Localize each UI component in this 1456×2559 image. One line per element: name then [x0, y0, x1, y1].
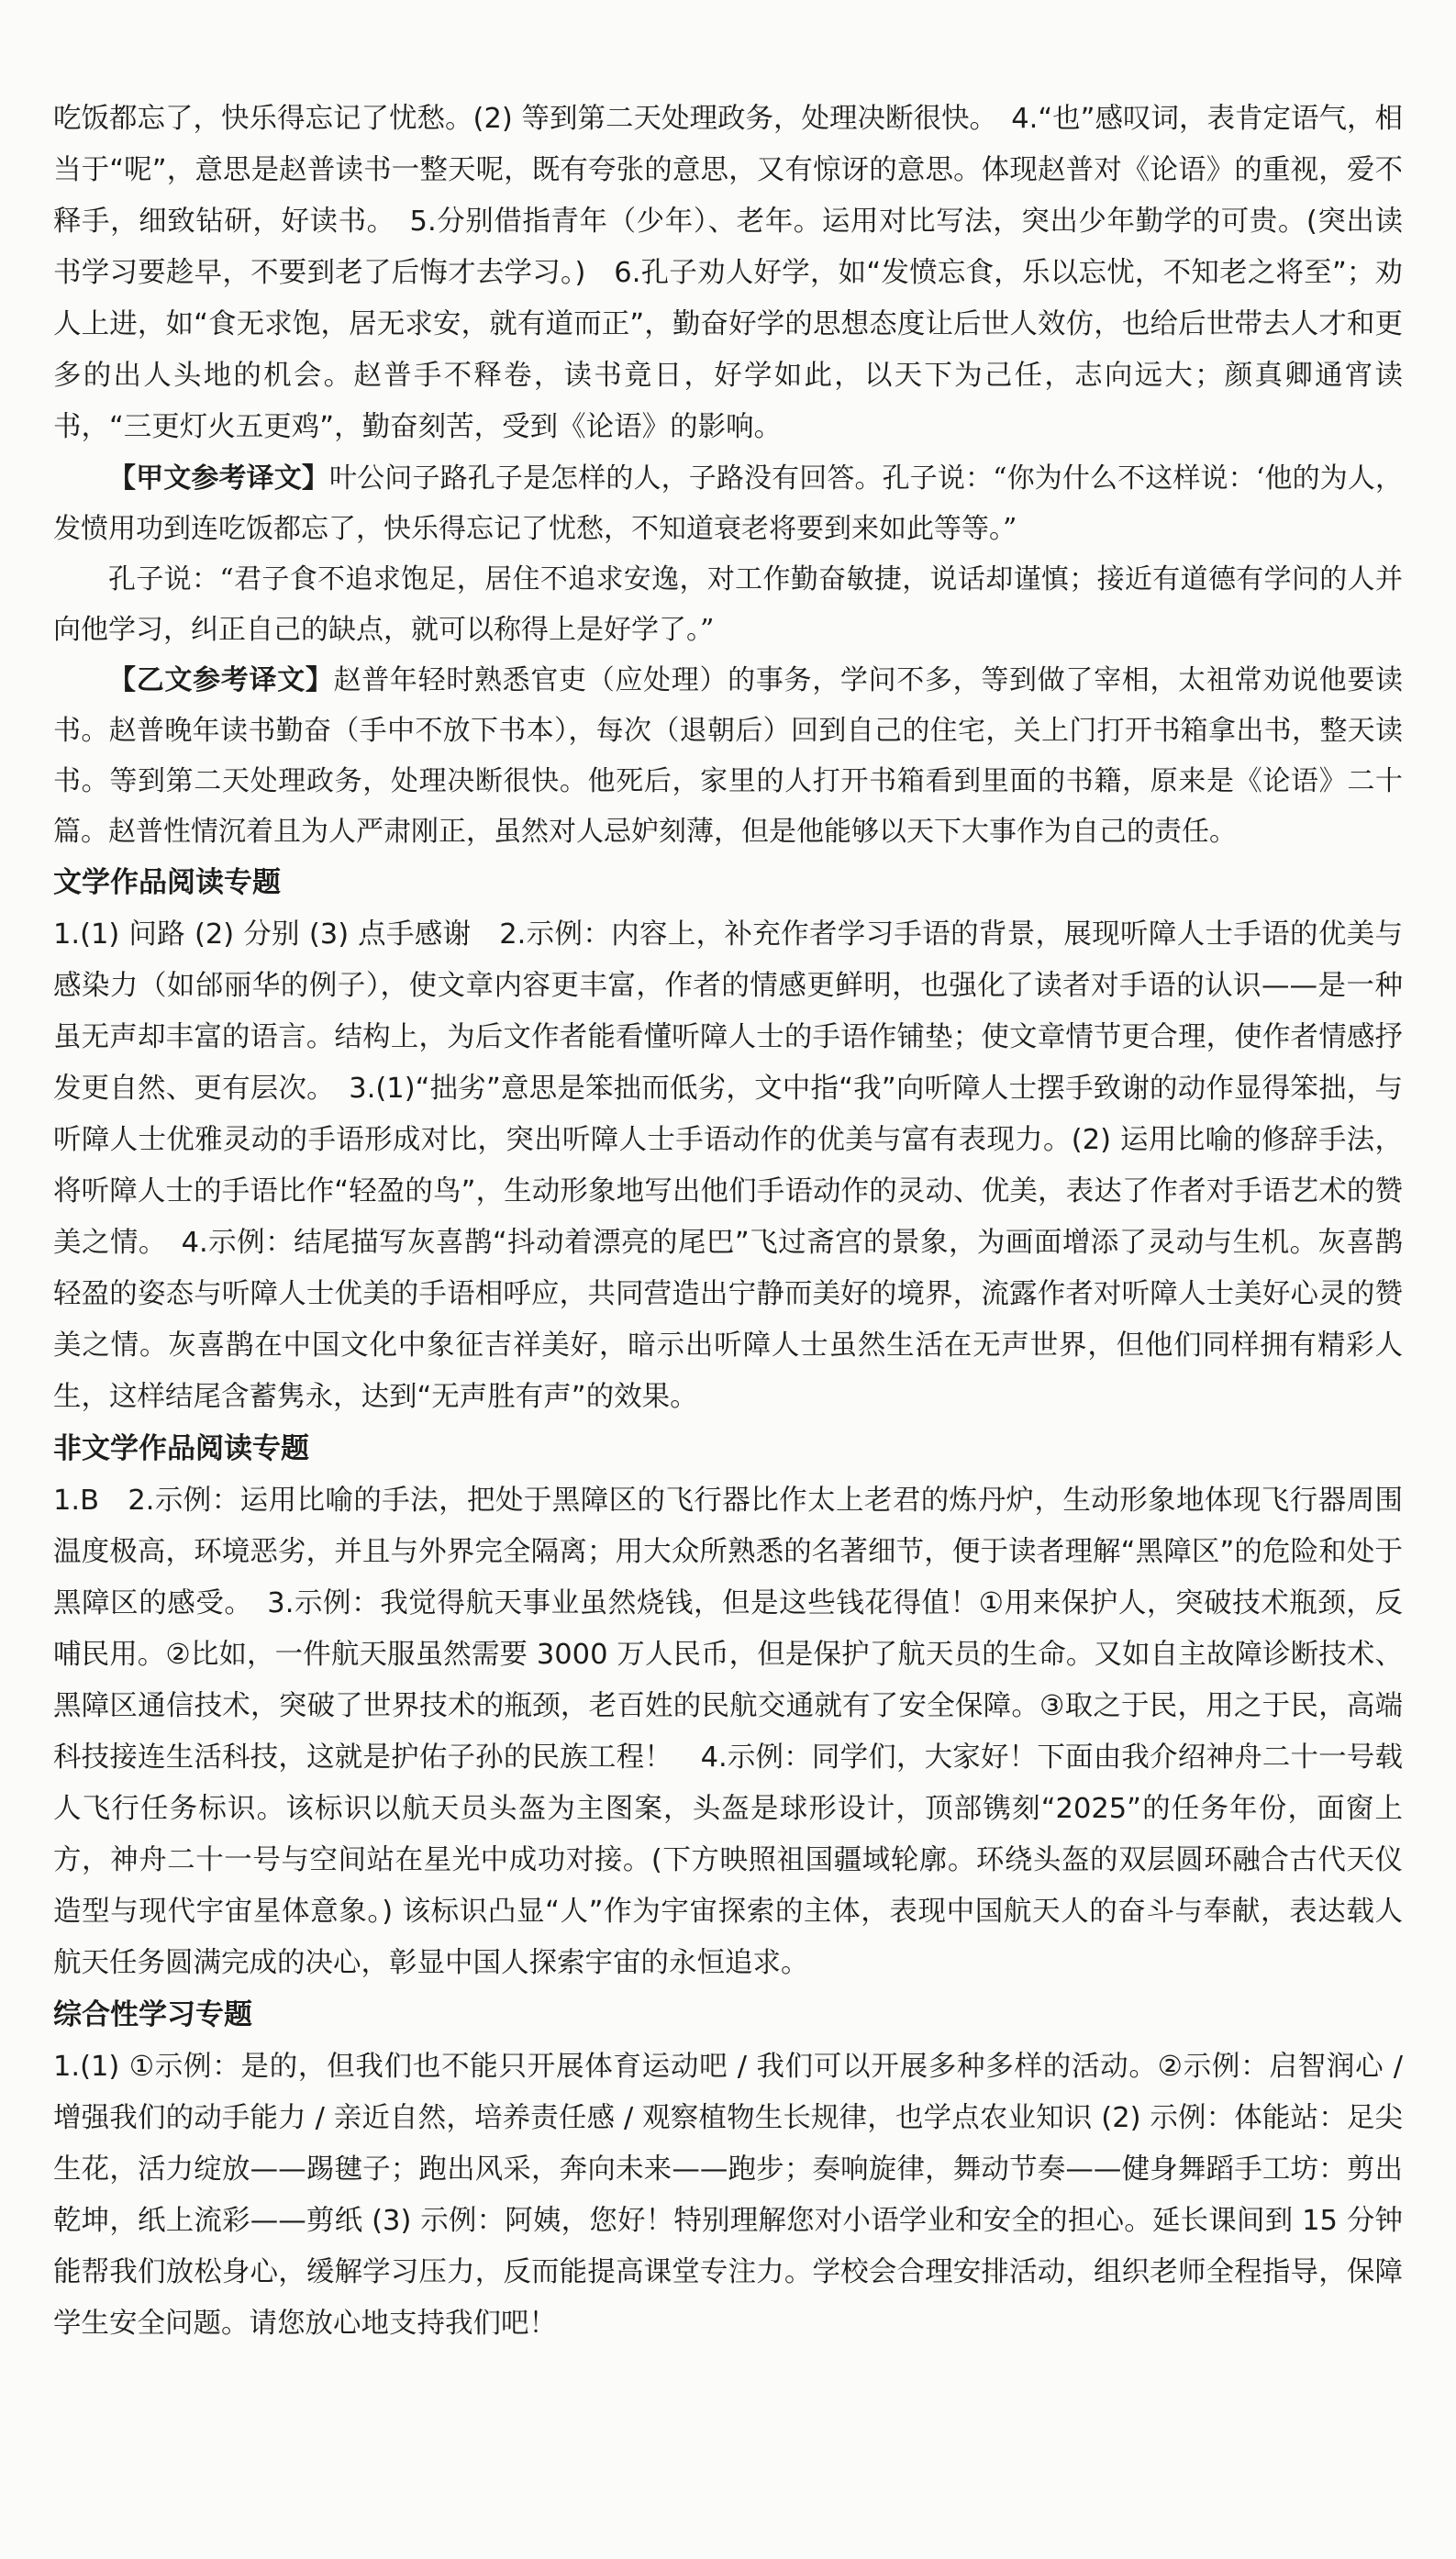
translation-b-text: 赵普年轻时熟悉官吏（应处理）的事务，学问不多，等到做了宰相，太祖常劝说他要读书。赵普晚年读书勤奋（手中不放下书本），每次（退朝后）回到自己的住宅，关上门打开书箱拿出书，整天读书。等到第二天处理政务，处理决断很快。他死后，家里的人打开书箱看到里面的书籍，原来是《论语》二十篇。赵普性情沉着且为人严肃刚正，虽然对人忌妒刻薄，但是他能够以天下大事作为自己的责任。 [53, 664, 1404, 848]
comprehensive-learning-answers: 1.(1) ①示例：是的，但我们也不能只开展体育运动吧 / 我们可以开展多种多样的活动。②示例：启智润心 / 增强我们的动手能力 / 亲近自然，培养责任感 / 观察植物生长规律，也学点农业知识 (2) 示例：体能站：足尖生花，活力绽放——踢毽子；跑出风采，奔向未来——跑步；奏响旋律，舞动节奏——健身舞蹈手工坊：剪出乾坤，纸上流彩——剪纸 (3) 示例：阿姨，您好！特别理解您对小语学业和安全的担心。延长课间到 15 分钟能帮我们放松身心，缓解学习压力，反而能提高课堂专注力。学校会合理安排活动，组织老师全程指导，保障学生安全问题。请您放心地支持我们吧！ [53, 2051, 1403, 2340]
literary-reading-heading: 文学作品阅读专题 [53, 866, 281, 899]
translation-a-paragraph-1 [53, 453, 1403, 554]
literary-reading-answers: 1.(1) 问路 (2) 分别 (3) 点手感谢 2.示例：内容上，补充作者学习手语的背景，展现听障人士手语的优美与感染力（如邰丽华的例子），使文章内容更丰富，作者的情感更鲜明，也强化了读者对手语的认识——是一种虽无声却丰富的语言。结构上，为后文作者能看懂听障人士的手语作铺垫；使文章情节更合理，使作者情感抒发更自然、更有层次。 3.(1)“拙劣”意思是笨拙而低劣，文中指“我”向听障人士摆手致谢的动作显得笨拙，与听障人士优雅灵动的手语形成对比，突出听障人士手语动作的优美与富有表现力。(2) 运用比喻的修辞手法，将听障人士的手语比作“轻盈的鸟”，生动形象地写出他们手语动作的灵动、优美，表达了作者对手语艺术的赞美之情。 4.示例：结尾描写灰喜鹊“抖动着漂亮的尾巴”飞过斋宫的景象，为画面增添了灵动与生机。灰喜鹊轻盈的姿态与听障人士优美的手语相呼应，共同营造出宁静而美好的境界，流露作者对听障人士美好心灵的赞美之情。灰喜鹊在中国文化中象征吉祥美好，暗示出听障人士虽然生活在无声世界，但他们同样拥有精彩人生，这样结尾含蓄隽永，达到“无声胜有声”的效果。 [53, 918, 1403, 1413]
nonliterary-reading-heading: 非文学作品阅读专题 [53, 1432, 309, 1465]
translation-b-label: 【乙文参考译文】 [108, 664, 334, 696]
translation-a-paragraph-2: 孔子说：“君子食不追求饱足，居住不追求安逸，对工作勤奋敏捷，说话却谨慎；接近有道德有学问的人并向他学习，纠正自己的缺点，就可以称得上是好学了。” [53, 563, 1403, 646]
comprehensive-learning-heading: 综合性学习专题 [53, 1998, 252, 2031]
nonliterary-reading-answers: 1.B 2.示例：运用比喻的手法，把处于黑障区的飞行器比作太上老君的炼丹炉，生动形象地体现飞行器周围温度极高，环境恶劣，并且与外界完全隔离；用大众所熟悉的名著细节，便于读者理解“黑障区”的危险和处于黑障区的感受。 3.示例：我觉得航天事业虽然烧钱，但是这些钱花得值！①用来保护人，突破技术瓶颈，反哺民用。②比如，一件航天服虽然需要 3000 万人民币，但是保护了航天员的生命。又如自主故障诊断技术、黑障区通信技术，突破了世界技术的瓶颈，老百姓的民航交通就有了安全保障。③取之于民，用之于民，高端科技接连生活科技，这就是护佑子孙的民族工程！ 4.示例：同学们，大家好！下面由我介绍神舟二十一号载人飞行任务标识。该标识以航天员头盔为主图案，头盔是球形设计，顶部镌刻“2025”的任务年份，面窗上方，神舟二十一号与空间站在星光中成功对接。(下方映照祖国疆域轮廓。环绕头盔的双层圆环融合古代天仪造型与现代宇宙星体意象。) 该标识凸显“人”作为宇宙探索的主体，表现中国航天人的奋斗与奉献，表达载人航天任务圆满完成的决心，彰显中国人探索宇宙的永恒追求。 [53, 1485, 1403, 1979]
translation-a-text-1: 叶公问子路孔子是怎样的人，子路没有回答。孔子说：“你为什么不这样说：‘他的为人，发愤用功到连吃饭都忘了，快乐得忘记了忧愁，不知道衰老将要到来如此等等。” [53, 462, 1404, 545]
translation-b-paragraph [53, 655, 1403, 857]
translation-a-label: 【甲文参考译文】 [108, 462, 330, 495]
answers-continued-paragraph: 吃饭都忘了，快乐得忘记了忧愁。(2) 等到第二天处理政务，处理决断很快。 4.“也”感叹词，表肯定语气，相当于“呢”，意思是赵普读书一整天呢，既有夸张的意思，又有惊讶的意思。体现赵普对《论语》的重视，爱不释手，细致钻研，好读书。 5.分别借指青年（少年）、老年。运用对比写法，突出少年勤学的可贵。(突出读书学习要趁早，不要到老了后悔才去学习。) 6.孔子劝人好学，如“发愤忘食，乐以忘忧，不知老之将至”；劝人上进，如“食无求饱，居无求安，就有道而正”，勤奋好学的思想态度让后世人效仿，也给后世带去人才和更多的出人头地的机会。赵普手不释卷，读书竟日，好学如此，以天下为己任，志向远大；颜真卿通宵读书，“三更灯火五更鸡”，勤奋刻苦，受到《论语》的影响。 [53, 103, 1403, 443]
